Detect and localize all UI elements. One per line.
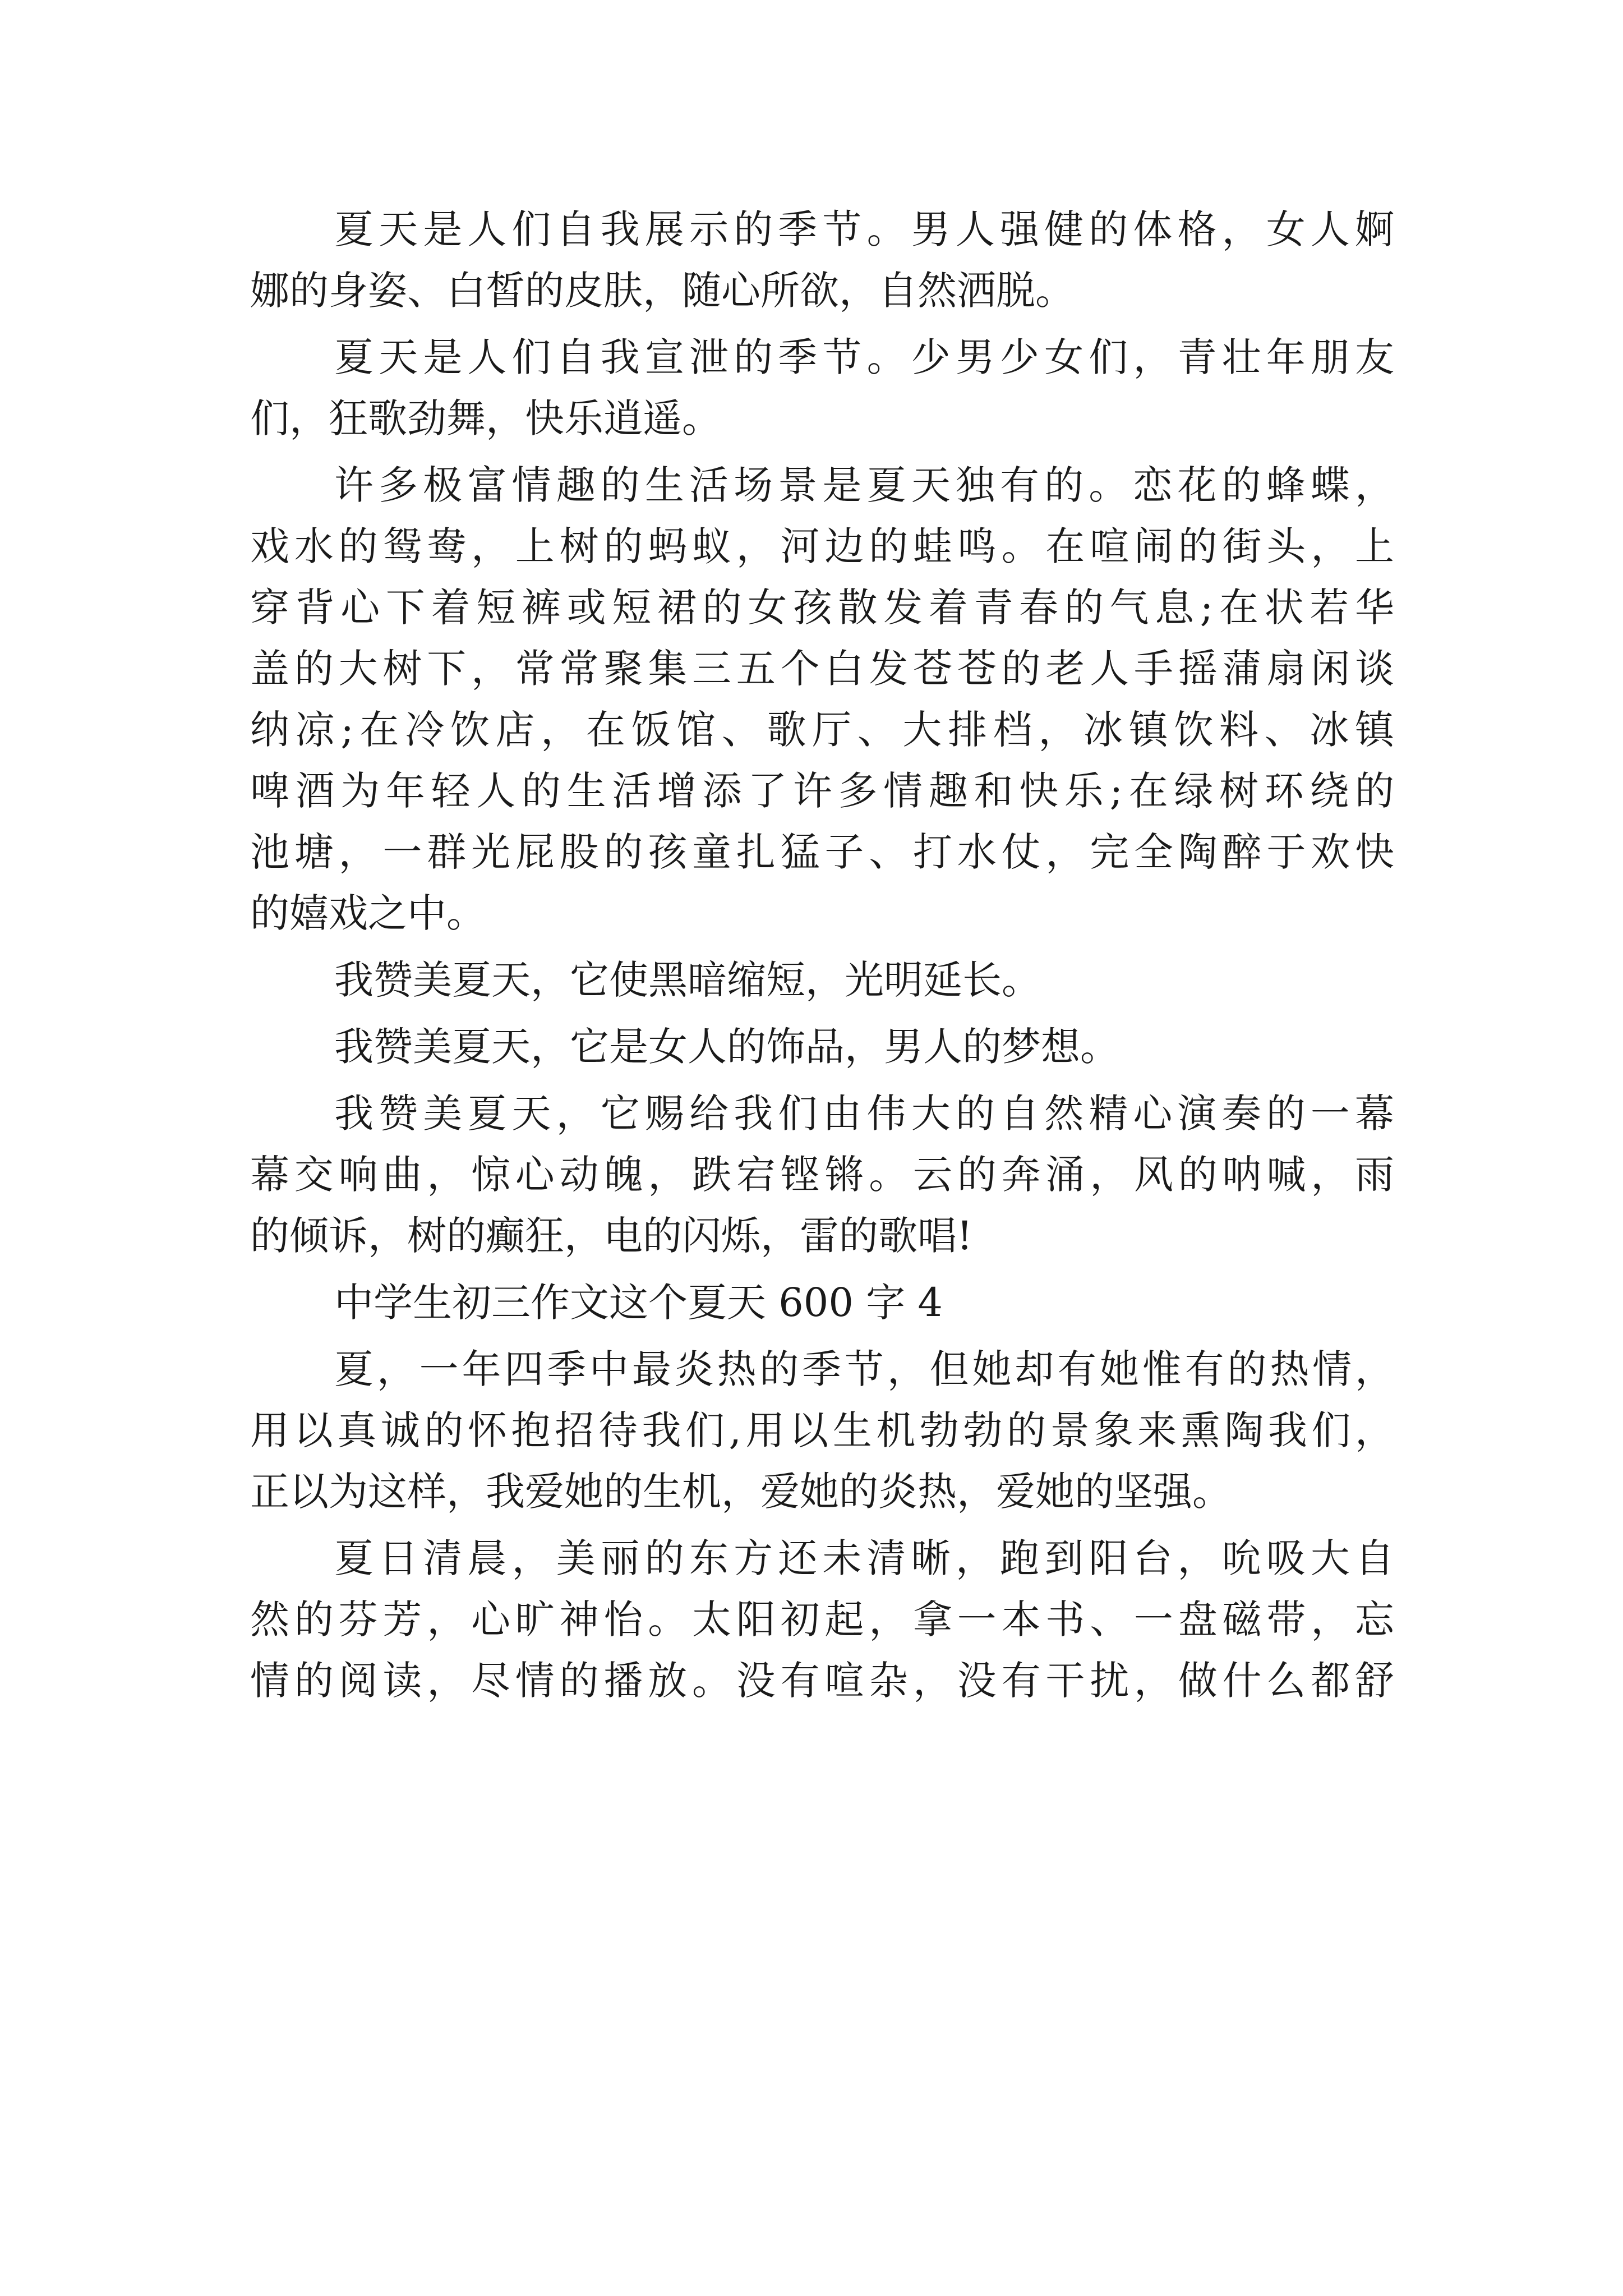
- text-line: 正以为这样，我爱她的生机，爱她的炎热，爱她的坚强。: [250, 1469, 1232, 1515]
- text-line: 的倾诉，树的癫狂，电的闪烁，雷的歌唱!: [250, 1213, 973, 1259]
- text-line: 夏天是人们自我展示的季节。男人强健的体格，女人婀: [334, 206, 1394, 252]
- paragraph: [250, 1016, 1394, 1078]
- section-heading: [250, 1272, 1394, 1333]
- text-line: 我赞美夏天，它赐给我们由伟大的自然精心演奏的一幕: [334, 1091, 1394, 1137]
- text-line: 娜的身姿、白皙的皮肤，随心所欲，自然洒脱。: [250, 268, 1075, 314]
- text-line: 穿背心下着短裤或短裙的女孩散发着青春的气息;在状若华: [250, 585, 1394, 631]
- text-line: 情的阅读，尽情的播放。没有喧杂，没有干扰，做什么都舒: [250, 1658, 1394, 1704]
- text-line: 然的芬芳，心旷神怡。太阳初起，拿一本书、一盘磁带，忘: [250, 1596, 1394, 1642]
- text-line: 许多极富情趣的生活场景是夏天独有的。恋花的蜂蝶，: [334, 462, 1394, 508]
- text-line: 们，狂歌劲舞，快乐逍遥。: [250, 395, 721, 441]
- text-line: 夏天是人们自我宣泄的季节。少男少女们，青壮年朋友: [334, 334, 1394, 380]
- text-line: 夏，一年四季中最炎热的季节，但她却有她惟有的热情，: [334, 1346, 1394, 1392]
- paragraph: [250, 199, 1394, 321]
- essay-body: [250, 199, 1394, 1711]
- paragraph: [250, 1083, 1394, 1267]
- paragraph: [250, 1339, 1394, 1522]
- text-line: 中学生初三作文这个夏天 600 字 4: [334, 1280, 943, 1326]
- text-line: 啤酒为年轻人的生活增添了许多情趣和快乐;在绿树环绕的: [250, 768, 1394, 814]
- text-line: 盖的大树下，常常聚集三五个白发苍苍的老人手摇蒲扇闲谈: [250, 646, 1394, 692]
- paragraph: [250, 950, 1394, 1011]
- text-line: 我赞美夏天，它使黑暗缩短，光明延长。: [334, 957, 1041, 1003]
- text-line: 纳凉;在冷饮店，在饭馆、歌厅、大排档，冰镇饮料、冰镇: [250, 707, 1394, 753]
- text-line: 夏日清晨，美丽的东方还未清晰，跑到阳台，吮吸大自: [334, 1535, 1394, 1581]
- paragraph: [250, 327, 1394, 449]
- paragraph: [250, 1528, 1394, 1711]
- text-line: 幕交响曲，惊心动魄，跌宕铿锵。云的奔涌，风的呐喊，雨: [250, 1152, 1394, 1198]
- text-line: 用以真诚的怀抱招待我们,用以生机勃勃的景象来熏陶我们，: [250, 1407, 1394, 1453]
- text-line: 的嬉戏之中。: [250, 890, 486, 936]
- text-line: 我赞美夏天，它是女人的饰品，男人的梦想。: [334, 1024, 1119, 1070]
- text-line: 戏水的鸳鸯，上树的蚂蚁，河边的蛙鸣。在喧闹的街头，上: [250, 523, 1394, 569]
- text-line: 池塘，一群光屁股的孩童扎猛子、打水仗，完全陶醉于欢快: [250, 829, 1394, 875]
- paragraph: [250, 455, 1394, 944]
